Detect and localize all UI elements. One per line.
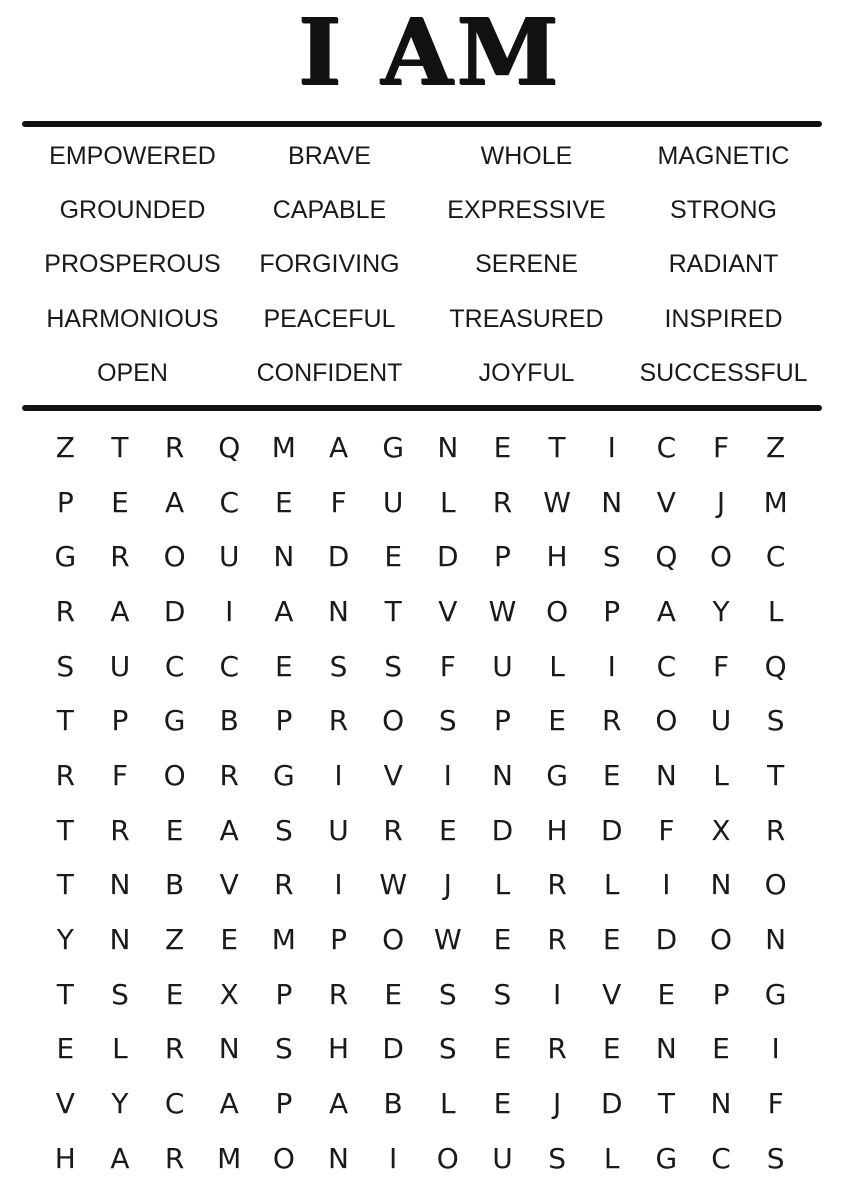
grid-letter[interactable]: T	[56, 704, 74, 738]
grid-letter[interactable]: C	[656, 430, 677, 464]
grid-letter[interactable]: S	[438, 704, 457, 738]
grid-letter[interactable]: M	[271, 923, 296, 957]
grid-letter[interactable]: H	[327, 1032, 350, 1066]
grid-letter[interactable]: U	[382, 485, 404, 519]
grid-letter[interactable]: N	[765, 923, 787, 957]
grid-letter[interactable]: U	[492, 1141, 513, 1175]
grid-letter[interactable]: Z	[55, 430, 75, 464]
grid-letter[interactable]: R	[110, 813, 130, 847]
grid-letter[interactable]: P	[330, 923, 347, 957]
grid-letter[interactable]: H	[54, 1141, 76, 1175]
grid-letter[interactable]: C	[219, 649, 240, 683]
grid-letter[interactable]: I	[662, 868, 671, 902]
grid-letter[interactable]: E	[165, 813, 184, 847]
grid-letter[interactable]: S	[548, 1141, 566, 1175]
grid-letter[interactable]: P	[111, 704, 129, 738]
grid-letter[interactable]: C	[164, 649, 185, 683]
grid-letter[interactable]: Y	[111, 1087, 129, 1121]
word-bank-item: EMPOWERED	[49, 141, 216, 170]
grid-letter[interactable]: I	[552, 977, 562, 1011]
grid-letter[interactable]: T	[56, 813, 74, 847]
grid-letter[interactable]: D	[382, 1032, 404, 1066]
grid-letter[interactable]: G	[273, 758, 295, 792]
word-bank-item: BRAVE	[288, 141, 371, 170]
word-bank-item: MAGNETIC	[657, 141, 790, 170]
grid-letter[interactable]: V	[438, 594, 458, 628]
grid-letter[interactable]: R	[547, 1032, 567, 1066]
grid-letter[interactable]: L	[112, 1032, 128, 1066]
grid-letter[interactable]: P	[712, 977, 730, 1011]
grid-letter[interactable]: D	[600, 813, 623, 847]
grid-letter[interactable]: E	[275, 649, 293, 683]
grid-letter[interactable]: V	[602, 977, 622, 1011]
grid-letter[interactable]: A	[110, 594, 130, 628]
grid-letter[interactable]: R	[601, 704, 622, 738]
grid-letter[interactable]: M	[271, 430, 296, 464]
grid-letter[interactable]: N	[710, 1087, 732, 1121]
grid-letter[interactable]: Q	[218, 430, 241, 464]
grid-letter[interactable]: N	[328, 594, 349, 628]
word-bank-item: EXPRESSIVE	[447, 196, 606, 225]
bottom-divider	[22, 405, 822, 411]
grid-letter[interactable]: G	[163, 704, 186, 738]
grid-letter[interactable]: R	[328, 704, 349, 738]
grid-letter[interactable]: E	[384, 540, 403, 574]
grid-letter[interactable]: M	[763, 485, 788, 519]
grid-letter[interactable]: J	[552, 1087, 562, 1121]
grid-letter[interactable]: D	[491, 813, 514, 847]
grid-letter[interactable]: I	[607, 649, 616, 683]
grid-letter[interactable]: H	[546, 813, 568, 847]
grid-letter[interactable]: S	[438, 977, 457, 1011]
word-bank-item: JOYFUL	[478, 359, 575, 388]
grid-letter[interactable]: F	[712, 649, 730, 683]
grid-letter[interactable]: J	[443, 868, 452, 902]
grid-letter[interactable]: N	[109, 923, 131, 957]
grid-letter[interactable]: N	[491, 758, 513, 792]
grid-letter[interactable]: S	[493, 977, 512, 1011]
grid-letter[interactable]: E	[602, 923, 621, 957]
grid-letter[interactable]: E	[548, 704, 566, 738]
grid-letter[interactable]: W	[543, 485, 571, 519]
grid-letter[interactable]: L	[549, 649, 565, 683]
grid-letter[interactable]: J	[716, 485, 726, 519]
word-bank	[34, 129, 822, 401]
grid-letter[interactable]: I	[771, 1032, 780, 1066]
grid-letter[interactable]: T	[548, 430, 566, 464]
grid-letter[interactable]: F	[658, 813, 675, 847]
grid-letter[interactable]: O	[382, 923, 405, 957]
grid-letter[interactable]: E	[220, 923, 239, 957]
grid-letter[interactable]: X	[219, 977, 239, 1011]
grid-letter[interactable]: F	[111, 758, 129, 792]
letter-grid	[38, 420, 832, 1186]
grid-letter[interactable]: B	[164, 868, 185, 902]
word-bank-item: GROUNDED	[59, 196, 206, 225]
grid-letter[interactable]: N	[655, 758, 677, 792]
grid-letter[interactable]: M	[217, 1141, 242, 1175]
grid-letter[interactable]: Z	[766, 430, 786, 464]
grid-letter[interactable]: B	[383, 1087, 403, 1121]
grid-letter[interactable]: O	[709, 540, 733, 574]
grid-letter[interactable]: U	[710, 704, 732, 738]
grid-letter[interactable]: A	[110, 1141, 130, 1175]
grid-letter[interactable]: E	[438, 813, 457, 847]
grid-letter[interactable]: V	[383, 758, 403, 792]
grid-letter[interactable]: D	[437, 540, 459, 574]
grid-letter[interactable]: T	[657, 1087, 675, 1121]
grid-letter[interactable]: N	[601, 485, 623, 519]
grid-letter[interactable]: S	[56, 649, 75, 683]
grid-letter[interactable]: S	[438, 1032, 457, 1066]
grid-letter[interactable]: Q	[764, 649, 787, 683]
grid-letter[interactable]: T	[767, 758, 785, 792]
grid-letter[interactable]: N	[328, 1141, 349, 1175]
grid-letter[interactable]: E	[602, 1032, 621, 1066]
grid-letter[interactable]: G	[382, 430, 405, 464]
grid-letter[interactable]: L	[713, 758, 729, 792]
grid-letter[interactable]: A	[274, 594, 294, 628]
grid-letter[interactable]: O	[163, 540, 186, 574]
grid-letter[interactable]: P	[494, 704, 511, 738]
grid-letter[interactable]: S	[274, 1032, 293, 1066]
grid-letter[interactable]: E	[493, 430, 512, 464]
grid-letter[interactable]: R	[328, 977, 349, 1011]
grid-letter[interactable]: L	[603, 1141, 620, 1175]
grid-letter[interactable]: N	[710, 868, 732, 902]
word-bank-item: CAPABLE	[272, 196, 387, 225]
grid-letter[interactable]: C	[219, 485, 240, 519]
grid-letter[interactable]: R	[55, 758, 76, 792]
word-bank-item: OPEN	[97, 359, 168, 388]
grid-letter[interactable]: P	[603, 594, 621, 628]
grid-letter[interactable]: T	[111, 430, 129, 464]
grid-letter[interactable]: F	[439, 649, 456, 683]
grid-letter[interactable]: W	[379, 868, 407, 902]
page-title: I AM	[298, 0, 563, 106]
grid-letter[interactable]: F	[712, 430, 730, 464]
grid-letter[interactable]: F	[767, 1087, 784, 1121]
grid-letter[interactable]: D	[655, 923, 678, 957]
grid-letter[interactable]: I	[334, 868, 343, 902]
word-bank-item: SERENE	[475, 250, 578, 279]
grid-letter[interactable]: P	[56, 485, 74, 519]
grid-letter[interactable]: O	[709, 923, 733, 957]
grid-letter[interactable]: C	[656, 649, 677, 683]
grid-letter[interactable]: P	[275, 1087, 293, 1121]
grid-letter[interactable]: E	[111, 485, 129, 519]
grid-letter[interactable]: E	[602, 758, 621, 792]
grid-letter[interactable]: R	[164, 1141, 185, 1175]
grid-letter[interactable]: I	[389, 1141, 398, 1175]
word-bank-item: STRONG	[670, 196, 777, 225]
grid-letter[interactable]: S	[766, 704, 785, 738]
grid-letter[interactable]: R	[274, 868, 294, 902]
grid-letter[interactable]: E	[493, 1087, 512, 1121]
grid-letter[interactable]: B	[219, 704, 239, 738]
grid-letter[interactable]: A	[328, 1087, 349, 1121]
grid-letter[interactable]: E	[712, 1032, 730, 1066]
grid-letter[interactable]: G	[546, 758, 568, 792]
grid-letter[interactable]: V	[55, 1087, 75, 1121]
word-bank-item: SUCCESSFUL	[639, 359, 808, 388]
grid-letter[interactable]: Z	[165, 923, 185, 957]
word-bank-item: RADIANT	[668, 250, 779, 279]
grid-letter[interactable]: L	[603, 868, 620, 902]
grid-letter[interactable]: L	[440, 485, 456, 519]
grid-letter[interactable]: E	[493, 923, 512, 957]
grid-letter[interactable]: O	[436, 1141, 459, 1175]
word-bank-item: FORGIVING	[259, 250, 400, 279]
grid-letter[interactable]: P	[275, 704, 293, 738]
grid-letter[interactable]: N	[109, 868, 131, 902]
grid-letter[interactable]: T	[384, 594, 402, 628]
grid-letter[interactable]: O	[546, 594, 569, 628]
grid-letter[interactable]: A	[328, 430, 349, 464]
grid-letter[interactable]: S	[274, 813, 293, 847]
grid-letter[interactable]: O	[163, 758, 186, 792]
grid-letter[interactable]: H	[546, 540, 568, 574]
grid-letter[interactable]: U	[328, 813, 349, 847]
grid-letter[interactable]: O	[764, 868, 787, 902]
grid-letter[interactable]: V	[656, 485, 676, 519]
grid-letter[interactable]: G	[655, 1141, 678, 1175]
grid-letter[interactable]: P	[494, 540, 511, 574]
grid-letter[interactable]: S	[111, 977, 129, 1011]
grid-letter[interactable]: E	[657, 977, 676, 1011]
grid-letter[interactable]: S	[384, 649, 403, 683]
grid-letter[interactable]: R	[164, 1032, 185, 1066]
grid-letter[interactable]: R	[55, 594, 76, 628]
grid-letter[interactable]: I	[225, 594, 234, 628]
grid-letter[interactable]: R	[110, 540, 130, 574]
grid-letter[interactable]: W	[433, 923, 462, 957]
grid-letter[interactable]: R	[492, 485, 513, 519]
grid-letter[interactable]: R	[547, 868, 567, 902]
word-bank-item: PROSPEROUS	[44, 250, 221, 279]
grid-letter[interactable]: L	[440, 1087, 456, 1121]
grid-letter[interactable]: R	[383, 813, 403, 847]
grid-letter[interactable]: C	[711, 1141, 731, 1175]
grid-letter[interactable]: X	[711, 813, 731, 847]
grid-letter[interactable]: D	[327, 540, 350, 574]
grid-letter[interactable]: S	[766, 1141, 785, 1175]
grid-letter[interactable]: D	[163, 594, 186, 628]
word-bank-item: INSPIRED	[664, 304, 783, 333]
grid-letter[interactable]: E	[56, 1032, 75, 1066]
grid-letter[interactable]: I	[334, 758, 343, 792]
grid-letter[interactable]: R	[219, 758, 239, 792]
grid-letter[interactable]: A	[656, 594, 676, 628]
word-bank-item: TREASURED	[449, 304, 604, 333]
grid-letter[interactable]: R	[547, 923, 567, 957]
grid-letter[interactable]: N	[655, 1032, 677, 1066]
grid-letter[interactable]: R	[164, 430, 185, 464]
grid-letter[interactable]: O	[655, 704, 678, 738]
grid-letter[interactable]: A	[165, 485, 185, 519]
grid-letter[interactable]: N	[273, 540, 295, 574]
grid-letter[interactable]: Y	[56, 923, 74, 957]
grid-letter[interactable]: Y	[712, 594, 730, 628]
grid-letter[interactable]: G	[54, 540, 77, 574]
word-bank-item: CONFIDENT	[256, 359, 403, 388]
word-bank-item: WHOLE	[480, 141, 573, 170]
grid-letter[interactable]: T	[56, 977, 74, 1011]
grid-letter[interactable]: E	[493, 1032, 512, 1066]
grid-letter[interactable]: V	[219, 868, 239, 902]
grid-letter[interactable]: A	[219, 813, 239, 847]
grid-letter[interactable]: C	[765, 540, 786, 574]
grid-letter[interactable]: Q	[655, 540, 678, 574]
grid-letter[interactable]: N	[437, 430, 459, 464]
grid-letter[interactable]: F	[330, 485, 347, 519]
grid-letter[interactable]: W	[488, 594, 517, 628]
grid-letter[interactable]: D	[600, 1087, 623, 1121]
grid-letter[interactable]: G	[764, 977, 787, 1011]
word-bank-item: HARMONIOUS	[46, 304, 219, 333]
grid-letter[interactable]: C	[164, 1087, 185, 1121]
grid-letter[interactable]: P	[275, 977, 293, 1011]
grid-letter[interactable]: U	[218, 540, 240, 574]
grid-letter[interactable]: U	[109, 649, 131, 683]
grid-letter[interactable]: U	[492, 649, 513, 683]
grid-letter[interactable]: I	[607, 430, 616, 464]
grid-letter[interactable]: N	[218, 1032, 240, 1066]
grid-letter[interactable]: O	[382, 704, 405, 738]
grid-letter[interactable]: L	[767, 594, 784, 628]
grid-letter[interactable]: E	[165, 977, 184, 1011]
grid-letter[interactable]: S	[602, 540, 621, 574]
grid-letter[interactable]: E	[384, 977, 403, 1011]
word-bank-item: PEACEFUL	[263, 304, 396, 333]
grid-letter[interactable]: A	[219, 1087, 239, 1121]
grid-letter[interactable]: S	[329, 649, 348, 683]
grid-letter[interactable]: E	[275, 485, 293, 519]
grid-letter[interactable]: R	[765, 813, 786, 847]
top-divider	[22, 121, 822, 127]
grid-letter[interactable]: I	[443, 758, 452, 792]
grid-letter[interactable]: O	[272, 1141, 295, 1175]
grid-letter[interactable]: L	[494, 868, 511, 902]
grid-letter[interactable]: T	[56, 868, 74, 902]
